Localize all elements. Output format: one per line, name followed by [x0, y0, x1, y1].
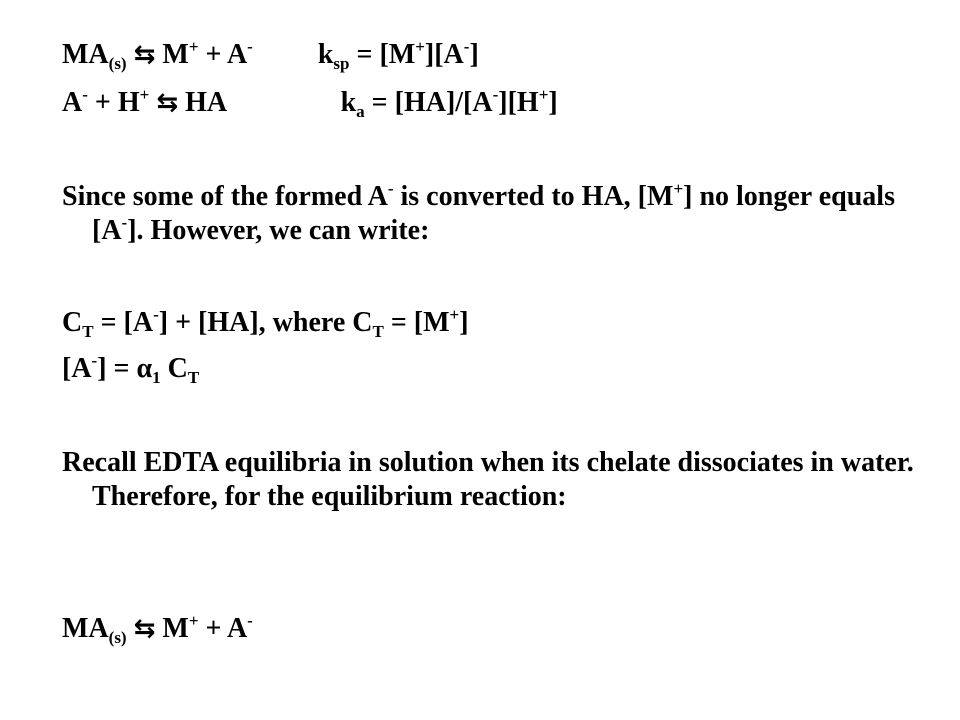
- eq-term: ][H: [498, 87, 539, 118]
- eq-term: M: [155, 39, 189, 70]
- equilibrium-arrow-icon: ⇆: [156, 88, 179, 118]
- equation-ksp: [62, 38, 479, 72]
- paragraph-conversion: Since some of the formed A- is converted to HA, [M+] no longer equals [A-]. However, we can write:: [62, 179, 895, 246]
- eq-term: = [HA]/[A: [364, 87, 493, 118]
- eq-term: = [M: [349, 39, 416, 70]
- eq-subscript: sp: [333, 54, 350, 73]
- eq-constant: k: [340, 87, 357, 118]
- eq-subscript: (s): [108, 54, 127, 73]
- equation-dissolution: $MA_{(s)}$ ⇆ M+ + A-: [62, 611, 253, 647]
- eq-term: ]: [548, 87, 558, 118]
- eq-superscript: +: [139, 85, 150, 104]
- eq-superscript: -: [463, 37, 470, 56]
- eq-term: ]: [469, 39, 479, 70]
- eq-superscript: +: [415, 37, 425, 56]
- eq-superscript: -: [247, 37, 253, 56]
- equation-alpha: $[A^-] = \alpha_1$ $C_T$: [62, 351, 200, 387]
- paragraph-edta: Recall EDTA equilibria in solution when its chelate dissociates in water. Therefore, for the equilibrium reaction:: [62, 447, 914, 512]
- eq-superscript: -: [82, 85, 88, 104]
- eq-term: ][A: [424, 39, 464, 70]
- eq-term: MA: [62, 39, 109, 70]
- eq-constant: k: [317, 39, 334, 70]
- eq-subscript: a: [356, 102, 365, 121]
- alpha-symbol: α: [136, 353, 153, 384]
- equation-ka: [62, 86, 558, 120]
- eq-term: A: [62, 87, 83, 118]
- equation-total-concentration: $C_T = [A^-] + [HA]$, where $C_T = [M^+]$: [62, 305, 469, 341]
- eq-superscript: -: [492, 85, 499, 104]
- eq-superscript: +: [188, 37, 199, 56]
- eq-term: + A: [198, 39, 248, 70]
- eq-term: HA: [178, 87, 226, 118]
- eq-term: + H: [87, 87, 140, 118]
- equilibrium-arrow-icon: ⇆: [133, 614, 156, 644]
- equilibrium-arrow-icon: ⇆: [133, 40, 156, 70]
- eq-superscript: +: [538, 85, 549, 104]
